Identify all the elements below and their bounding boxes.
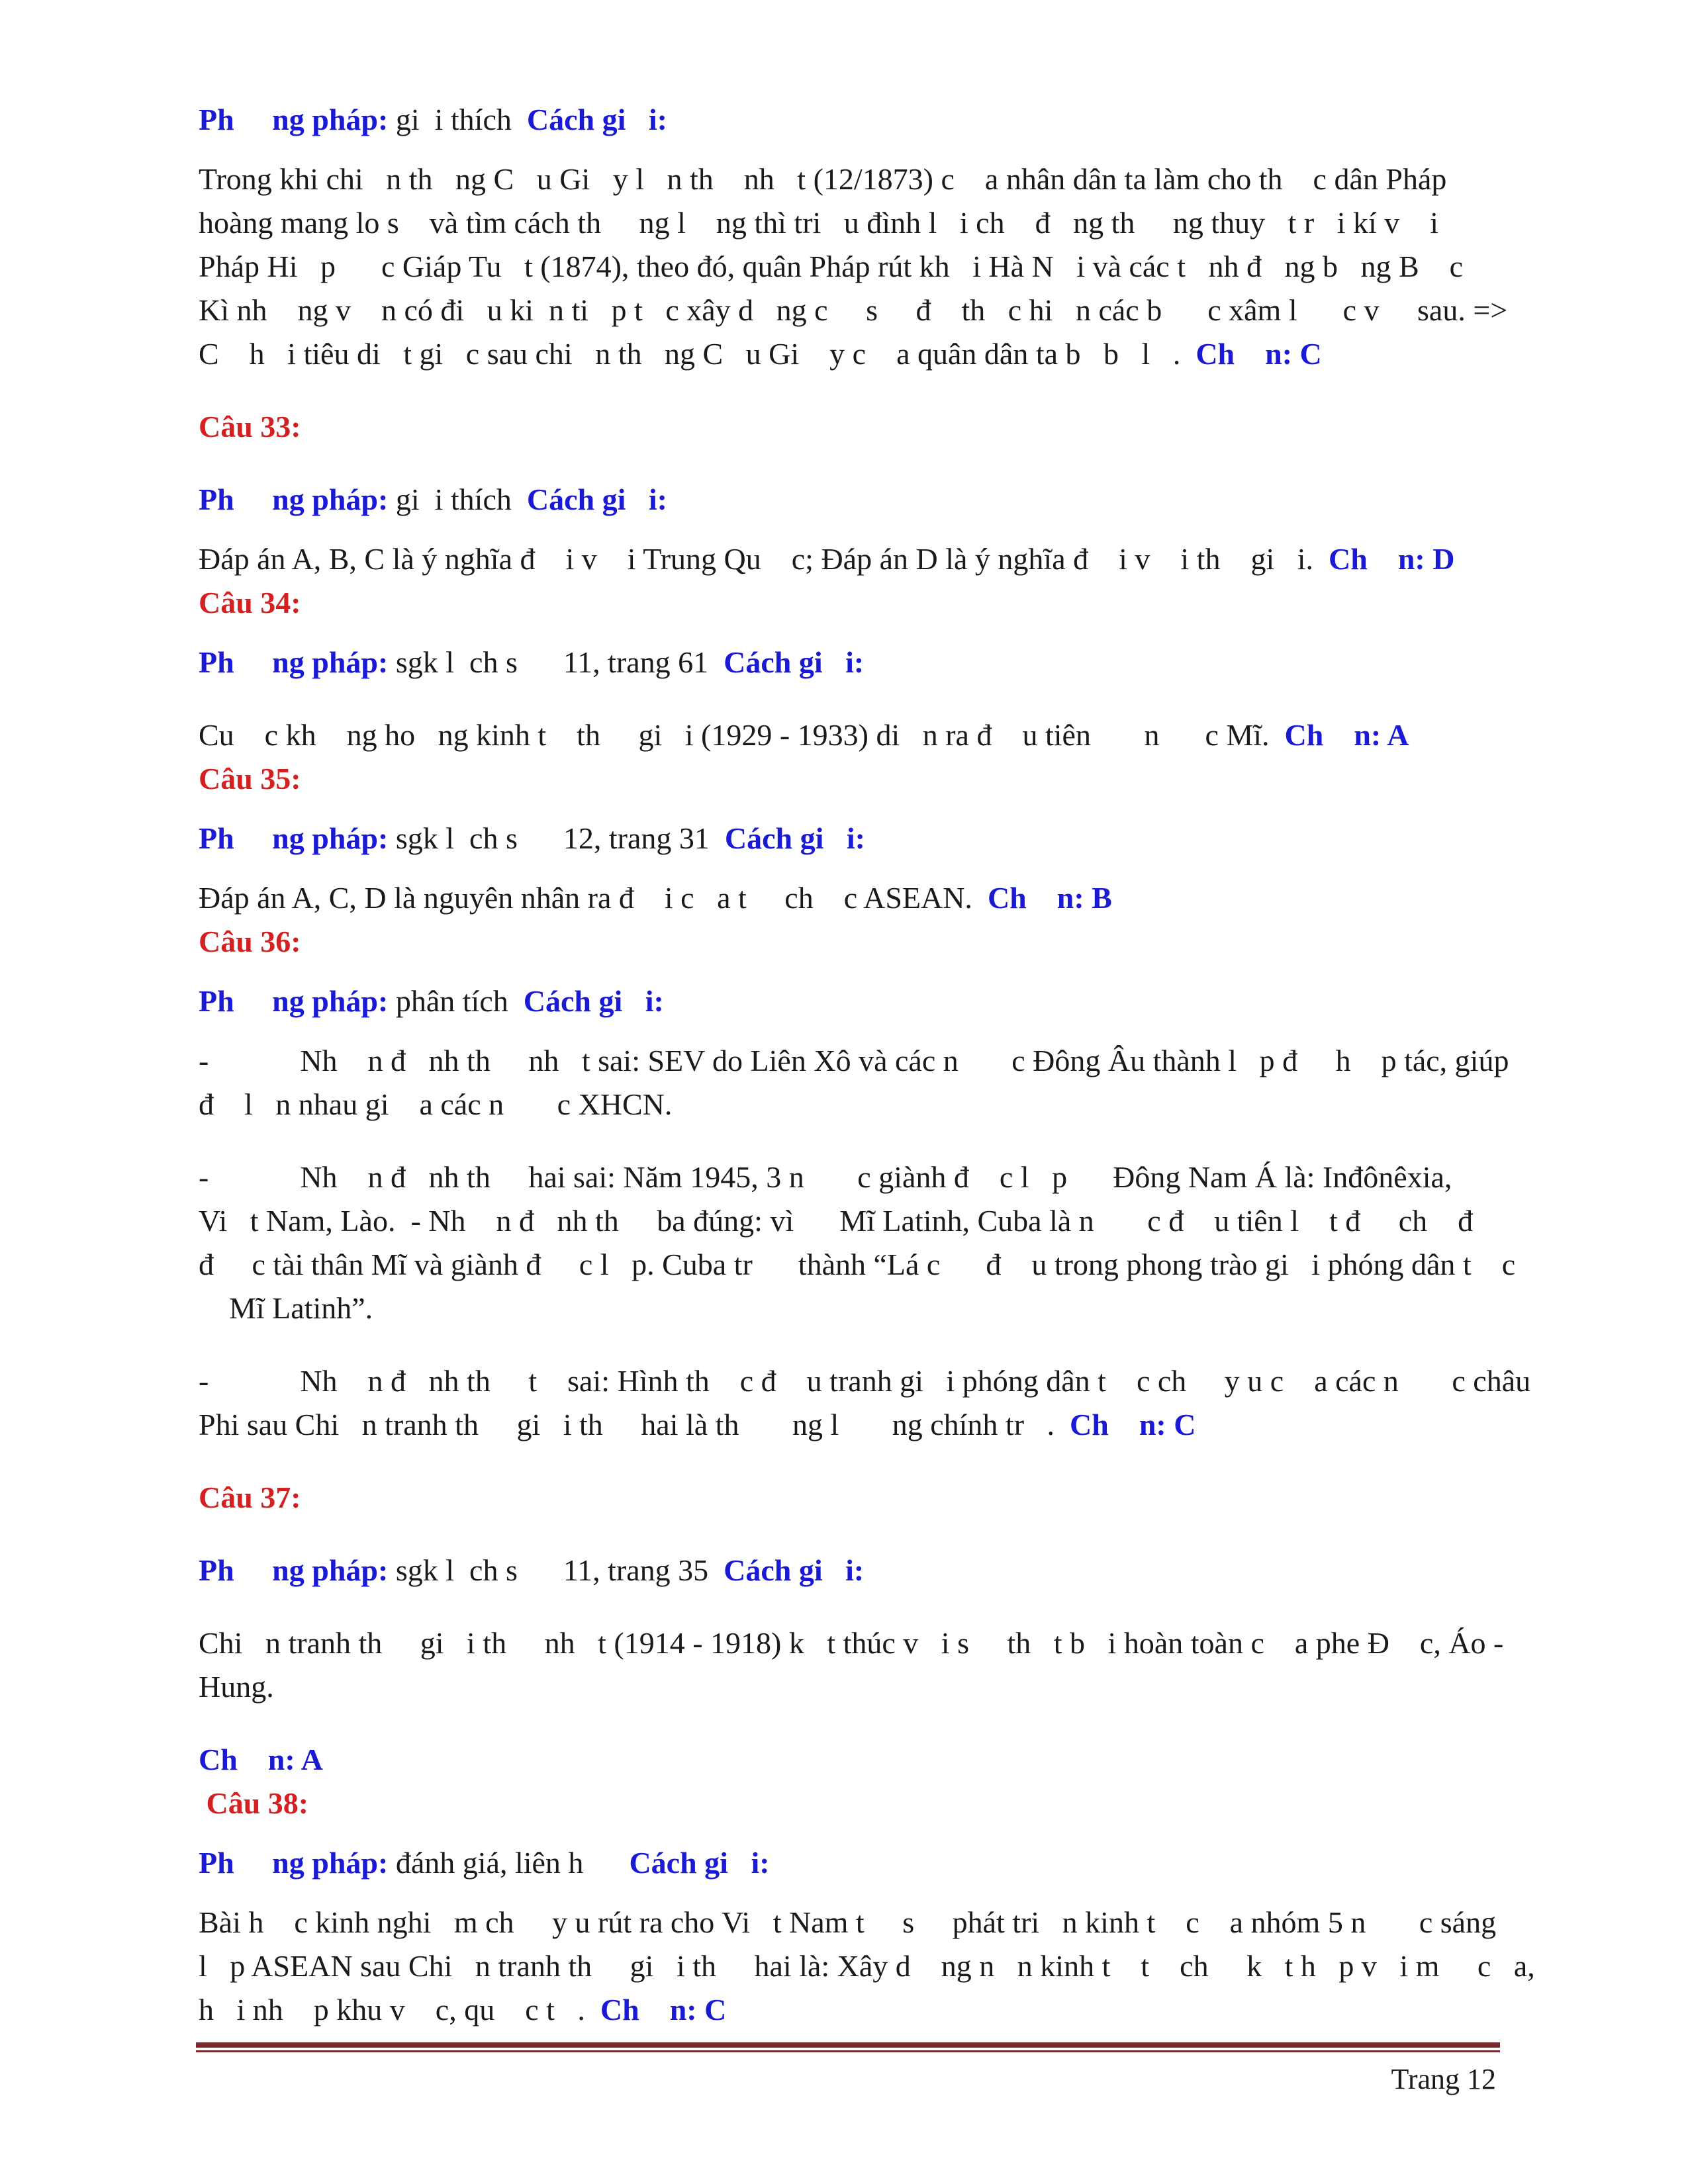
spacer bbox=[199, 1023, 1496, 1039]
text-line bbox=[199, 920, 1496, 964]
spacer bbox=[199, 1447, 1496, 1476]
spacer bbox=[199, 1709, 1496, 1738]
spacer bbox=[199, 1126, 1496, 1156]
spacer bbox=[199, 1885, 1496, 1901]
text-line bbox=[199, 1665, 1496, 1709]
question-heading: Câu 35: bbox=[199, 762, 301, 796]
body-text: Mĩ Latinh”. bbox=[199, 1291, 373, 1325]
spacer bbox=[199, 522, 1496, 537]
body-text: - Nh n đ nh th hai sai: Năm 1945, 3 n c giành đ c l p Đông Nam Á là: Inđônêxia, bbox=[199, 1160, 1452, 1194]
text-line bbox=[199, 581, 1496, 625]
spacer bbox=[199, 142, 1496, 158]
text-line bbox=[199, 1243, 1516, 1287]
label-text: Ph ng pháp: bbox=[199, 1846, 389, 1880]
body-text: C h i tiêu di t gi c sau chi n th ng C u Gi y c a quân dân ta b b l . bbox=[199, 337, 1196, 371]
text-line bbox=[199, 1039, 1509, 1083]
body-text: Đáp án A, B, C là ý nghĩa đ i v i Trung Qu c; Đáp án D là ý nghĩa đ i v i th gi i. bbox=[199, 542, 1329, 576]
spacer bbox=[199, 964, 1496, 979]
text-line bbox=[199, 98, 1496, 142]
body-text: Đáp án A, C, D là nguyên nhân ra đ i c a t ch c ASEAN. bbox=[199, 881, 988, 915]
label-text: Cách gi i: bbox=[526, 103, 667, 136]
question-heading: Câu 33: bbox=[199, 410, 301, 443]
text-line bbox=[199, 1287, 1496, 1330]
label-text: Ph ng pháp: bbox=[199, 645, 389, 679]
body-text: Cu c kh ng ho ng kinh t th gi i (1929 - 1933) di n ra đ u tiên n c Mĩ. bbox=[199, 718, 1285, 752]
text-line bbox=[199, 979, 1496, 1023]
text-line bbox=[199, 201, 1496, 245]
body-text: Trong khi chi n th ng C u Gi y l n th nh t (12/1873) c a nhân dân ta làm cho th c dân Pháp bbox=[199, 162, 1447, 196]
body-text: Kì nh ng v n có đi u ki n ti p t c xây d ng c s đ th c hi n các b c xâm l c v sau. => bbox=[199, 293, 1508, 327]
question-heading: Câu 36: bbox=[199, 925, 301, 958]
body-text: phân tích bbox=[388, 984, 524, 1018]
text-line bbox=[199, 478, 1496, 522]
body-text: sgk l ch s 11, trang 61 bbox=[388, 645, 724, 679]
body-text: Vi t Nam, Lào. - Nh n đ nh th ba đúng: vì Mĩ Latinh, Cuba là n c đ u tiên l t đ ch đ bbox=[199, 1204, 1474, 1238]
body-text: - Nh n đ nh th nh t sai: SEV do Liên Xô và các n c Đông Âu thành l p đ h p tác, giúp bbox=[199, 1044, 1509, 1077]
question-heading: Câu 34: bbox=[199, 586, 301, 619]
body-text: đ c tài thân Mĩ và giành đ c l p. Cuba tr thành “Lá c đ u trong phong trào gi i phóng dân t c bbox=[199, 1248, 1516, 1281]
text-line bbox=[199, 332, 1496, 376]
text-line bbox=[199, 713, 1496, 757]
text-line bbox=[199, 405, 1496, 449]
text-line bbox=[199, 1988, 1496, 2032]
text-line bbox=[199, 1199, 1496, 1243]
body-text: Phi sau Chi n tranh th gi i th hai là th ng l ng chính tr . bbox=[199, 1408, 1070, 1441]
label-text: Ch n: C bbox=[600, 1993, 727, 2026]
question-heading: Câu 37: bbox=[199, 1480, 301, 1514]
label-text: Cách gi i: bbox=[629, 1846, 770, 1880]
document-body bbox=[199, 98, 1535, 2032]
text-line bbox=[199, 1901, 1496, 1944]
label-text: Ch n: D bbox=[1329, 542, 1455, 576]
text-line bbox=[199, 1403, 1496, 1447]
spacer bbox=[199, 1592, 1496, 1621]
body-text: Pháp Hi p c Giáp Tu t (1874), theo đó, quân Pháp rút kh i Hà N i và các t nh đ ng b ng B c bbox=[199, 250, 1464, 283]
label-text: Cách gi i: bbox=[526, 482, 667, 516]
spacer bbox=[199, 376, 1496, 405]
label-text: Ch n: A bbox=[199, 1743, 323, 1776]
footer-divider-thin bbox=[196, 2050, 1500, 2052]
spacer bbox=[199, 1520, 1496, 1549]
text-line bbox=[199, 1621, 1504, 1665]
label-text: Ph ng pháp: bbox=[199, 1553, 389, 1587]
label-text: Cách gi i: bbox=[724, 1553, 865, 1587]
label-text: Ph ng pháp: bbox=[199, 984, 389, 1018]
question-heading: Câu 38: bbox=[199, 1786, 309, 1820]
body-text: sgk l ch s 11, trang 35 bbox=[388, 1553, 724, 1587]
body-text: sgk l ch s 12, trang 31 bbox=[388, 821, 725, 855]
label-text: Ph ng pháp: bbox=[199, 482, 389, 516]
body-text: hoàng mang lo s và tìm cách th ng l ng thì tri u đình l i ch đ ng th ng thuy t r i kí v i bbox=[199, 206, 1439, 240]
body-text: Hung. bbox=[199, 1670, 274, 1704]
text-line bbox=[199, 641, 1496, 684]
body-text: gi i thích bbox=[388, 103, 527, 136]
text-line bbox=[199, 876, 1496, 920]
spacer bbox=[199, 449, 1496, 478]
spacer bbox=[199, 801, 1496, 817]
label-text: Ch n: A bbox=[1284, 718, 1409, 752]
text-line bbox=[199, 817, 1496, 860]
body-text: - Nh n đ nh th t sai: Hình th c đ u tranh gi i phóng dân t c ch y u c a các n c châu bbox=[199, 1364, 1531, 1398]
text-line bbox=[199, 1476, 1496, 1520]
label-text: Ch n: B bbox=[987, 881, 1112, 915]
body-text: đ l n nhau gi a các n c XHCN. bbox=[199, 1087, 673, 1121]
text-line bbox=[199, 245, 1496, 289]
footer-divider bbox=[196, 2042, 1500, 2048]
body-text: Bài h c kinh nghi m ch y u rút ra cho Vi t Nam t s phát tri n kinh t c a nhóm 5 n c sáng bbox=[199, 1905, 1497, 1939]
text-line bbox=[199, 1738, 1496, 1782]
label-text: Cách gi i: bbox=[724, 821, 865, 855]
text-line bbox=[199, 158, 1496, 201]
spacer bbox=[199, 1825, 1496, 1841]
label-text: Ph ng pháp: bbox=[199, 103, 389, 136]
text-line bbox=[199, 1359, 1531, 1403]
text-line bbox=[199, 1944, 1535, 1988]
spacer bbox=[199, 625, 1496, 641]
label-text: Cách gi i: bbox=[724, 645, 865, 679]
text-line bbox=[199, 1083, 1496, 1126]
spacer bbox=[199, 860, 1496, 876]
text-line bbox=[199, 757, 1496, 801]
body-text: Chi n tranh th gi i th nh t (1914 - 1918) k t thúc v i s th t b i hoàn toàn c a phe Đ c, Áo - bbox=[199, 1626, 1504, 1660]
body-text: gi i thích bbox=[388, 482, 527, 516]
text-line bbox=[199, 537, 1496, 581]
spacer bbox=[199, 1330, 1496, 1359]
spacer bbox=[199, 684, 1496, 713]
text-line bbox=[199, 1782, 1496, 1825]
body-text: đánh giá, liên h bbox=[388, 1846, 630, 1880]
text-line bbox=[199, 289, 1508, 332]
label-text: Ch n: C bbox=[1070, 1408, 1196, 1441]
label-text: Ch n: C bbox=[1196, 337, 1322, 371]
text-line bbox=[199, 1841, 1496, 1885]
label-text: Cách gi i: bbox=[523, 984, 664, 1018]
text-line bbox=[199, 1549, 1496, 1592]
text-line bbox=[199, 1156, 1496, 1199]
label-text: Ph ng pháp: bbox=[199, 821, 389, 855]
body-text: h i nh p khu v c, qu c t . bbox=[199, 1993, 600, 2026]
body-text: l p ASEAN sau Chi n tranh th gi i th hai là: Xây d ng n n kinh t t ch k t h p v i m c a, bbox=[199, 1949, 1535, 1983]
page-number: Trang 12 bbox=[1391, 2063, 1496, 2095]
